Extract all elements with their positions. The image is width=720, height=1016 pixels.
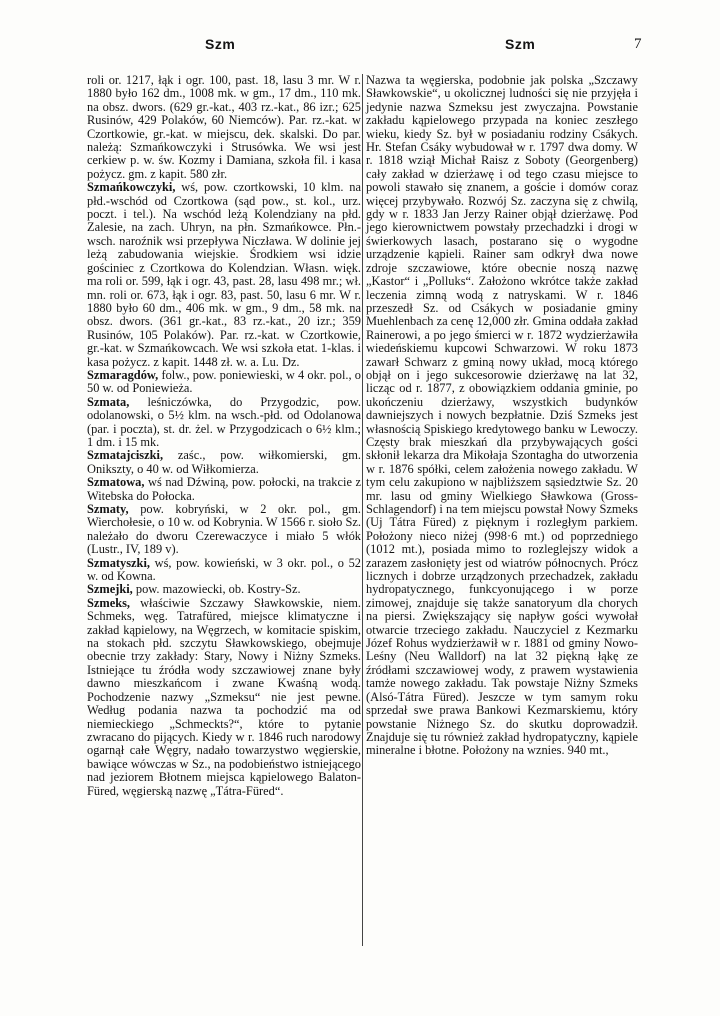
entry-text: wś, pow. czortkowski, 10 klm. na płd.-wschód od Czortkowa (sąd pow., st. kol., urz. poczt. i tel.). Na wschód leżą Kolendziany na płd. Zalesie, na zach. Uhryn, na płn. Szmańkowce. Płn.-wsch. naroźnik wsi przepływa Niczława. W dolinie jej leżą zabudowania wiejskie. Środkiem wsi idzie gościniec z Czortkowa do Kolendzian. Własn. więk. ma roli or. 599, łąk i ogr. 43, past. 28, lasu 498 mr.; wł. mn. roli or. 673, łąk i ogr. 83, past. 50, lasu 6 mr. W r. 1880 było 60 dm., 406 mk. w gm., 9 dm., 58 mk. na obsz. dwors. (361 gr.-kat., 83 rz.-kat., 20 izr.; 359 Rusinów, 105 Polaków). Par. rz.-kat. w Czortkowie, gr.-kat. w Szmańkowcach. We wsi szkoła etat. 1-klas. i kasa pożycz. z kapit. 1448 zł. w. a. Lu. Dz. <box>87 180 361 369</box>
entry-head: Szmaty, <box>87 502 129 516</box>
entry-head: Szmaragdów, <box>87 367 159 382</box>
page-number: 7 <box>634 36 642 52</box>
column-divider <box>362 74 363 946</box>
entry-continuation <box>87 74 361 181</box>
entry-text: pow. kobryński, w 2 okr. pol., gm. Wierchołesie, o 10 w. od Kobrynia. W 1566 r. sioło Sz. należało do dworu Czerewaczyce i miało 5 włók (Lustr., IV, 189 v). <box>87 502 361 557</box>
entry <box>87 557 361 584</box>
running-head-right: Szm <box>505 36 536 52</box>
entry-head: Szmejki, <box>87 582 133 597</box>
page-header <box>0 36 720 56</box>
entry <box>87 583 361 596</box>
right-column <box>366 74 638 758</box>
entry-head: Szmatajciszki, <box>87 448 164 463</box>
running-head-left: Szm <box>205 36 236 52</box>
entry <box>87 369 361 396</box>
entry-continuation <box>366 74 638 758</box>
entry-head: Szmańkowczyki, <box>87 180 176 195</box>
entry-text: wś, pow. kowieński, w 3 okr. pol., o 52 w. od Kowna. <box>87 555 361 584</box>
entry <box>87 597 361 798</box>
entry-head: Szmata, <box>87 394 130 409</box>
entry <box>87 449 361 476</box>
entry-text: zaśc., pow. wiłkomierski, gm. Onikszty, o 40 w. od Wiłkomierza. <box>87 448 361 476</box>
entry-head: Szmatowa, <box>87 475 145 490</box>
entry-head: Szmeks, <box>87 595 131 610</box>
entry-text: pow. mazowiecki, ob. Kostry-Sz. <box>132 582 301 597</box>
entry <box>87 396 361 450</box>
entry-text: roli or. 1217, łąk i ogr. 100, past. 18, lasu 3 mr. W r. 1880 było 162 dm., 1008 mk. w gm., 17 dm., 110 mk. na obsz. dwors. (629 gr.-kat., 403 rz.-kat., 86 izr.; 625 Rusinów, 429 Polaków, 60 Niemców). Par. rz.-kat. w Czortkowie, gr.-kat. w miejscu, dek. skalski. Do par. należą: Szmańkowczyki i Strusówka. We wsi jest cerkiew p. w. św. Kozmy i Damiana, szkoła fil. i kasa pożycz. gm. z kapit. 580 złr. <box>87 73 361 181</box>
entry-head: Szmatyszki, <box>87 555 150 570</box>
entry <box>87 476 361 503</box>
entry <box>87 181 361 369</box>
entry-text: leśniczówka, do Przygodzic, pow. odolanowski, o 5½ klm. na wsch.-płd. od Odolanowa (par. i poczta), st. dr. żel. w Przygodzicach o 6½ klm.; 1 dm. i 15 mk. <box>87 394 361 449</box>
entry-text: właściwie Szczawy Sławkowskie, niem. Schmeks, węg. Tatrafüred, miejsce klimatyczne i zakład kąpielowy, na Węgrzech, w komitacie spiskim, na stokach płd. szczytu Sławkowskiego, obejmuje obecnie trzy zakłady: Stary, Nowy i Niżny Szmeks. Istniejące tu źródła wody szczawiowej znane były dawno mieszkańcom i zwane Kwaśną wodą. Pochodzenie nazwy „Szmeksu“ nie jest pewne. Według podania nazwa ta pochodzić ma od niemieckiego „Schmeckts?“, które to pytanie zwracano do pijących. Kiedy w r. 1846 ruch narodowy ogarnął całe Węgry, nadało towarzystwo węgierskie, bawiące wówczas w Sz., na podobieństwo istniejącego nad jeziorem Błotnem miejsca kąpielowego Balaton-Füred, węgierską nazwę „Tátra-Füred“. <box>87 595 361 798</box>
entry-text: wś nad Dźwiną, pow. połocki, na trakcie z Witebska do Połocka. <box>87 475 361 503</box>
entry-text: Nazwa ta węgierska, podobnie jak polska „Szczawy Sławkowskie“, u okolicznej ludności się nie przyjęła i jedynie nazwa Szmeksu jest zwyczajna. Powstanie zakładu kąpielowego przypada na koniec zeszłego wieku, kiedy Sz. był w posiadaniu rodziny Csákych. Hr. Stefan Csáky wybudował w r. 1797 dwa domy. W r. 1818 wziął Michał Raisz z Soboty (Georgenberg) cały zakład w dzierżawę i od tego czasu miejsce to powoli stawało się znanem, a goście i domów coraz więcej przybywało. Rozwój Sz. zaczyna się z chwilą, gdy w r. 1833 Jan Jerzy Rainer objął dzierżawę. Pod jego kierownictwem powstały przechadzki i drogi w świerkowych lasach, postarano się o wygodne urządzenie kąpieli. Rainer sam odkrył dwa nowe zdroje szczawiowe, które obecnie noszą nazwę „Kastor“ i „Polluks“. Założono wkrótce także zakład leczenia zimną wodą z natryskami. W r. 1846 przeszedł Sz. od Csákych w posiadanie gminy Muehlenbach za cenę 12,000 złr. Gmina oddała zakład Rainerowi, a po jego śmierci w r. 1872 wydzierżawiła wiedeńskiemu kupcowi Schwarzowi. W roku 1873 zawarł Schwarz z gminą nowy układ, mocą którego objął on i jego sukcesorowie dzierżawę na lat 32, licząc od r. 1877, z obowiązkiem oddania gminie, po ukończeniu dzierżawy, wszystkich budynków dawniejszych i nowych bezpłatnie. Dziś Szmeks jest własnością Spiskiego kredytowego banku w Lewoczy. Częsty brak mieszkań dla przybywających gości skłonił lekarza dra Mikołaja Szontagha do utworzenia w r. 1876 spółki, celem założenia nowego zakładu. W tym celu zakupiono w najbliższem sąsiedztwie Sz. 20 mr. lasu od gminy Wielkiego Sławkowa (Gross-Schlagendorf) i na tem miejscu powstał Nowy Szmeks (Uj Tátra Füred) z pięknym i rozległym parkiem. Położony nieco niżej (998·6 mt.) od poprzedniego (1012 mt.), posiada mimo to rozleglejszy widok a zarazem zasłonięty jest od wiatrów północnych. Prócz licznych i dobrze urządzonych przechadzek, zakładu hydropatycznego, funkcyonującego i w porze zimowej, znajduje się także sanatoryum dla chorych na piersi. Zwiększający się napływ gości wywołał otwarcie trzeciego zakładu. Nauczyciel z Kezmarku Józef Rohus wydzierżawił w r. 1881 od gminy Nowo-Leśny (Neu Walldorf) na lat 32 piękną łąkę ze źródłami szczawiowej wody, z prawem wystawienia tamże nowego zakładu. Tak powstaje Niżny Szmeks (Alsó-Tátra Füred). Jeszcze w tym samym roku sprzedał swe prawa Bankowi Kezmarskiemu, który powstanie Niżnego Sz. do skutku doprowadził. Znajduje się tu również zakład hydropatyczny, kąpiele mineralne i błotne. Położony na wznies. 940 mt., <box>366 73 638 758</box>
left-column <box>87 74 361 798</box>
entry-text: folw., pow. poniewieski, w 4 okr. pol., o 50 w. od Poniewieża. <box>87 367 361 396</box>
entry <box>87 503 361 557</box>
